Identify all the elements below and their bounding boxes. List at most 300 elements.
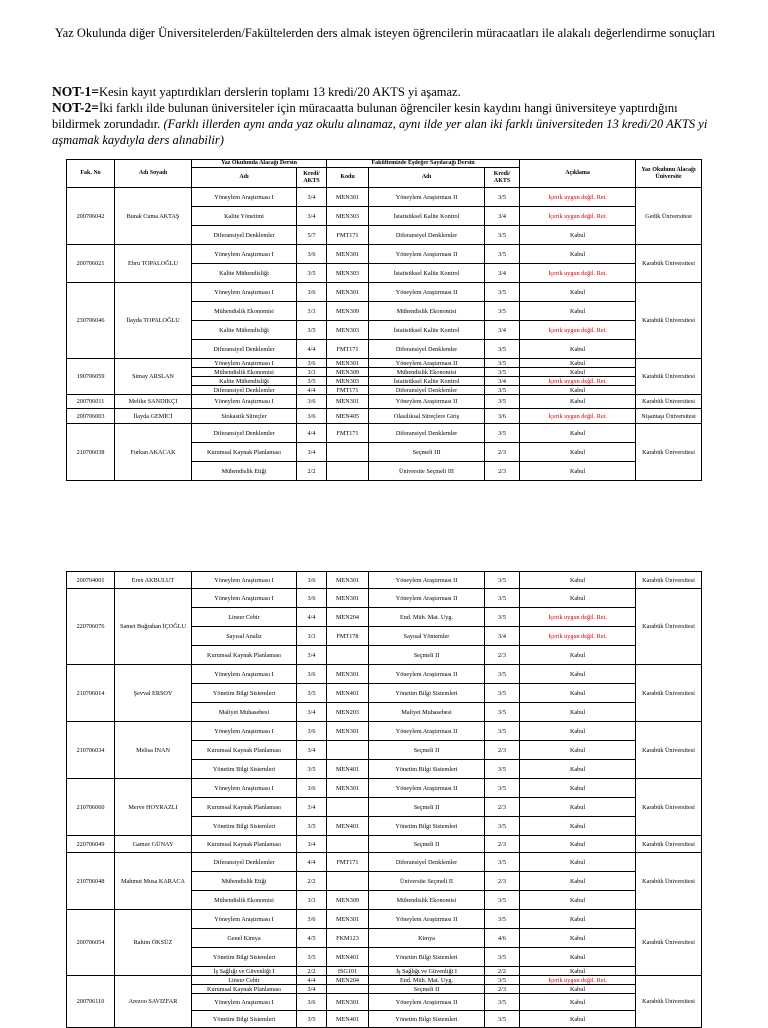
header-kodu: Kodu — [327, 168, 369, 188]
note-2 — [52, 100, 720, 148]
course-name: Genel Kimya — [192, 929, 297, 948]
equivalent-code: FMT171 — [327, 226, 369, 245]
student-name: Ebru TOPALOĞLU — [115, 245, 192, 283]
decision: Kabul — [520, 443, 636, 462]
header-adi-soyadi: Adı Soyadı — [115, 160, 192, 188]
decision: İçerik uygun değil. Ret. — [520, 976, 636, 985]
course-credit: 3/6 — [297, 994, 327, 1011]
course-name: Yöneylem Araştırması I — [192, 572, 297, 589]
decision: Kabul — [520, 395, 636, 409]
course-credit: 4/4 — [297, 424, 327, 443]
header-esdeger-kredi: Kredi/ AKTS — [485, 168, 520, 188]
course-credit: 3/4 — [297, 646, 327, 665]
course-name: Yöneylem Araştırması I — [192, 779, 297, 798]
equivalent-code: MEN401 — [327, 684, 369, 703]
equivalent-code — [327, 985, 369, 994]
equivalent-credit: 3/4 — [485, 264, 520, 283]
course-name: Lineer Cebir — [192, 608, 297, 627]
decision: Kabul — [520, 891, 636, 910]
equivalent-name: Seçmeli II — [369, 646, 485, 665]
equivalent-name: İstatistiksel Kalite Kontrol — [369, 377, 485, 386]
equivalent-name: Diferansiyel Denklemler — [369, 226, 485, 245]
equivalent-code: MEN301 — [327, 910, 369, 929]
header-esdeger-adi: Adı — [369, 168, 485, 188]
course-credit: 3/6 — [297, 245, 327, 264]
equivalent-code: MEN303 — [327, 377, 369, 386]
equivalent-code — [327, 741, 369, 760]
course-name: Diferansiyel Denklemler — [192, 386, 297, 395]
student-name: Simay ARSLAN — [115, 359, 192, 395]
equivalent-code — [327, 646, 369, 665]
course-name: Yöneylem Araştırması I — [192, 359, 297, 368]
student-number: 210706060 — [67, 779, 115, 836]
course-credit: 3/5 — [297, 264, 327, 283]
summer-school-university: Karabük Üniversitesi — [636, 722, 702, 779]
course-name: Kurumsal Kaynak Planlaması — [192, 443, 297, 462]
course-credit: 3/5 — [297, 321, 327, 340]
summer-school-university: Karabük Üniversitesi — [636, 589, 702, 665]
student-number: 200706011 — [67, 395, 115, 409]
student-name: Rahim ÖKSÜZ — [115, 910, 192, 976]
decision: Kabul — [520, 572, 636, 589]
course-credit: 3/5 — [297, 1011, 327, 1028]
table-row — [67, 853, 702, 872]
decision: Kabul — [520, 589, 636, 608]
equivalent-credit: 3/5 — [485, 386, 520, 395]
decision: Kabul — [520, 340, 636, 359]
decision: İçerik uygun değil. Ret. — [520, 207, 636, 226]
equivalent-name: Olasılıksal Süreçlere Giriş — [369, 409, 485, 424]
equivalent-name: İstatistiksel Kalite Kontrol — [369, 207, 485, 226]
table-body-1 — [67, 188, 702, 481]
student-name: Samet Buğrahan İÇOĞLU — [115, 589, 192, 665]
note-1-label: NOT-1= — [52, 84, 99, 99]
equivalent-code: MEN309 — [327, 891, 369, 910]
course-name: Diferansiyel Denklemler — [192, 853, 297, 872]
equivalent-credit: 3/4 — [485, 321, 520, 340]
course-credit: 3/6 — [297, 572, 327, 589]
equivalent-credit: 3/5 — [485, 572, 520, 589]
equivalent-name: İstatistiksel Kalite Kontrol — [369, 264, 485, 283]
equivalent-name: Yöneylem Araştırması II — [369, 910, 485, 929]
course-credit: 3/4 — [297, 836, 327, 853]
note-1-text: Kesin kayıt yaptırdıkları derslerin toplamı 13 kredi/20 AKTS yi aşamaz. — [98, 85, 461, 99]
course-name: Diferansiyel Denklemler — [192, 340, 297, 359]
equivalent-code: FMT171 — [327, 853, 369, 872]
equivalent-credit: 3/5 — [485, 760, 520, 779]
course-name: Yönetim Bilgi Sistemleri — [192, 760, 297, 779]
header-fakulte-group: Fakültemizde Eşdeğer Sayılacağı Dersin — [327, 160, 520, 168]
course-name: Maliyet Muhasebesi — [192, 703, 297, 722]
equivalent-name: Yönetim Bilgi Sistemleri — [369, 760, 485, 779]
equivalent-code: MEN303 — [327, 321, 369, 340]
equivalent-credit: 3/5 — [485, 245, 520, 264]
equivalent-name: İş Sağlığı ve Güvenliği I — [369, 967, 485, 976]
student-number: 200706042 — [67, 188, 115, 245]
decision: İçerik uygun değil. Ret. — [520, 321, 636, 340]
student-name: Eren AKBULUT — [115, 572, 192, 589]
equivalent-name: Yönetim Bilgi Sistemleri — [369, 948, 485, 967]
equivalent-credit: 3/5 — [485, 948, 520, 967]
decision: Kabul — [520, 798, 636, 817]
equivalent-name: Üniversite Seçmeli II — [369, 872, 485, 891]
summer-school-university: Karabük Üniversitesi — [636, 395, 702, 409]
equivalent-name: Mühendislik Ekonomisi — [369, 302, 485, 321]
table-body-2 — [67, 572, 702, 1028]
equivalent-name: Yöneylem Araştırması II — [369, 779, 485, 798]
equivalent-credit: 2/3 — [485, 798, 520, 817]
equivalent-credit: 3/5 — [485, 976, 520, 985]
decision: İçerik uygun değil. Ret. — [520, 608, 636, 627]
summer-school-university: Nişantaşı Üniversitesi — [636, 409, 702, 424]
course-credit: 2/2 — [297, 462, 327, 481]
summer-school-university: Karabük Üniversitesi — [636, 359, 702, 395]
equivalent-code: MEN203 — [327, 703, 369, 722]
summer-school-university: Karabük Üniversitesi — [636, 283, 702, 359]
equivalent-credit: 3/5 — [485, 359, 520, 368]
student-number: 200706054 — [67, 910, 115, 976]
course-credit: 3/5 — [297, 948, 327, 967]
equivalent-name: Yönetim Bilgi Sistemleri — [369, 817, 485, 836]
student-number: 230706046 — [67, 283, 115, 359]
summer-school-university: Karabük Üniversitesi — [636, 910, 702, 976]
decision: Kabul — [520, 853, 636, 872]
decision: Kabul — [520, 872, 636, 891]
equivalent-credit: 3/5 — [485, 283, 520, 302]
equivalent-name: Seçmeli II — [369, 985, 485, 994]
course-credit: 2/2 — [297, 872, 327, 891]
course-credit: 4/4 — [297, 340, 327, 359]
decision: Kabul — [520, 741, 636, 760]
course-name: Yöneylem Araştırması I — [192, 722, 297, 741]
decision: Kabul — [520, 283, 636, 302]
summer-school-university: Karabük Üniversitesi — [636, 836, 702, 853]
course-credit: 3/6 — [297, 665, 327, 684]
equivalent-code: FMT178 — [327, 627, 369, 646]
table-row — [67, 245, 702, 264]
course-name: Yönetim Bilgi Sistemleri — [192, 1011, 297, 1028]
equivalent-name: Yöneylem Araştırması II — [369, 245, 485, 264]
equivalent-name: Yöneylem Araştırması II — [369, 572, 485, 589]
page-title: Yaz Okulunda diğer Üniversitelerden/Fakültelerden ders almak isteyen öğrencilerin müracaatları ile alakalı değerlendirme sonuçları — [54, 26, 716, 40]
decision: Kabul — [520, 359, 636, 368]
equivalent-code: ISG101 — [327, 967, 369, 976]
course-name: Lineer Cebir — [192, 976, 297, 985]
decision: Kabul — [520, 302, 636, 321]
course-credit: 4/4 — [297, 386, 327, 395]
equivalent-credit: 3/4 — [485, 377, 520, 386]
equivalent-code — [327, 872, 369, 891]
table-row — [67, 722, 702, 741]
decision: Kabul — [520, 1011, 636, 1028]
course-credit: 3/4 — [297, 188, 327, 207]
equivalent-name: Seçmeli II — [369, 836, 485, 853]
equivalent-code: MEN401 — [327, 760, 369, 779]
course-name: Sayısal Analiz — [192, 627, 297, 646]
course-credit: 3/6 — [297, 722, 327, 741]
equivalent-code: MEN303 — [327, 207, 369, 226]
course-name: Mühendislik Etiği — [192, 462, 297, 481]
equivalent-name: Yöneylem Araştırması II — [369, 283, 485, 302]
course-name: Yöneylem Araştırması I — [192, 910, 297, 929]
course-name: Yönetim Bilgi Sistemleri — [192, 817, 297, 836]
equivalent-code: MEN301 — [327, 722, 369, 741]
student-name: İlayda GEMİCİ — [115, 409, 192, 424]
table-row — [67, 779, 702, 798]
equivalent-credit: 3/5 — [485, 910, 520, 929]
student-name: Melisa İNAN — [115, 722, 192, 779]
course-name: Yöneylem Araştırması I — [192, 188, 297, 207]
course-name: Yönetim Bilgi Sistemleri — [192, 684, 297, 703]
equivalent-credit: 3/5 — [485, 665, 520, 684]
course-name: Kurumsal Kaynak Planlaması — [192, 741, 297, 760]
course-credit: 3/3 — [297, 891, 327, 910]
equivalent-credit: 3/5 — [485, 188, 520, 207]
equivalent-credit: 2/3 — [485, 741, 520, 760]
course-credit: 3/4 — [297, 443, 327, 462]
equivalent-credit: 3/5 — [485, 368, 520, 377]
equivalent-name: Üniversite Seçmeli III — [369, 462, 485, 481]
decision: Kabul — [520, 646, 636, 665]
table-row — [67, 665, 702, 684]
course-credit: 3/6 — [297, 589, 327, 608]
equivalent-credit: 3/5 — [485, 853, 520, 872]
decision: Kabul — [520, 226, 636, 245]
equivalent-credit: 2/3 — [485, 462, 520, 481]
course-name: Yöneylem Araştırması I — [192, 665, 297, 684]
course-credit: 3/6 — [297, 395, 327, 409]
header-ders-adi: Adı — [192, 168, 297, 188]
course-credit: 3/5 — [297, 377, 327, 386]
equivalent-credit: 3/5 — [485, 589, 520, 608]
equivalent-credit: 2/2 — [485, 967, 520, 976]
decision: Kabul — [520, 985, 636, 994]
equivalent-name: Yönetim Bilgi Sistemleri — [369, 684, 485, 703]
course-name: Kurumsal Kaynak Planlaması — [192, 985, 297, 994]
equivalent-code — [327, 836, 369, 853]
table-row — [67, 395, 702, 409]
course-name: Kalite Mühendisliği — [192, 321, 297, 340]
course-credit: 4/4 — [297, 976, 327, 985]
equivalent-name: Yöneylem Araştırması II — [369, 359, 485, 368]
equivalent-name: Yöneylem Araştırması II — [369, 589, 485, 608]
course-name: Mühendislik Ekonomisi — [192, 302, 297, 321]
equivalent-credit: 3/4 — [485, 627, 520, 646]
course-name: Yöneylem Araştırması I — [192, 245, 297, 264]
course-credit: 4/4 — [297, 608, 327, 627]
equivalent-name: Yöneylem Araştırması II — [369, 665, 485, 684]
course-credit: 4/5 — [297, 929, 327, 948]
equivalent-code: MEN309 — [327, 368, 369, 377]
equivalent-code: MEN301 — [327, 779, 369, 798]
student-number: 190706059 — [67, 359, 115, 395]
equivalent-credit: 3/5 — [485, 424, 520, 443]
notes-section — [52, 84, 720, 148]
course-name: Stokastik Süreçler — [192, 409, 297, 424]
student-number: 200706021 — [67, 245, 115, 283]
summer-school-university: Karabük Üniversitesi — [636, 424, 702, 481]
decision: İçerik uygun değil. Ret. — [520, 264, 636, 283]
equivalent-credit: 3/5 — [485, 302, 520, 321]
decision: Kabul — [520, 368, 636, 377]
course-credit: 3/6 — [297, 779, 327, 798]
equivalent-code: MEN301 — [327, 395, 369, 409]
equivalent-credit: 2/3 — [485, 836, 520, 853]
course-name: Kurumsal Kaynak Planlaması — [192, 836, 297, 853]
equivalent-code: MEN301 — [327, 245, 369, 264]
course-name: Kurumsal Kaynak Planlaması — [192, 798, 297, 817]
course-name: Yönetim Bilgi Sistemleri — [192, 948, 297, 967]
header-aciklama: Açıklama — [520, 160, 636, 188]
student-name: İlayda TOPALOĞLU — [115, 283, 192, 359]
decision: Kabul — [520, 967, 636, 976]
course-credit: 3/5 — [297, 817, 327, 836]
decision: Kabul — [520, 760, 636, 779]
course-credit: 4/4 — [297, 853, 327, 872]
decision: Kabul — [520, 462, 636, 481]
equivalent-name: Diferansiyel Denklemler — [369, 340, 485, 359]
decision: İçerik uygun değil. Ret. — [520, 627, 636, 646]
course-credit: 3/3 — [297, 302, 327, 321]
course-name: İş Sağlığı ve Güvenliği I — [192, 967, 297, 976]
course-name: Yöneylem Araştırması I — [192, 395, 297, 409]
course-credit: 5/7 — [297, 226, 327, 245]
equivalent-credit: 2/3 — [485, 646, 520, 665]
course-credit: 3/4 — [297, 741, 327, 760]
course-credit: 3/5 — [297, 760, 327, 779]
equivalent-name: Yöneylem Araştırması II — [369, 994, 485, 1011]
summer-school-university: Karabük Üniversitesi — [636, 245, 702, 283]
table-row — [67, 409, 702, 424]
student-number: 210706034 — [67, 722, 115, 779]
course-name: Mühendislik Etiği — [192, 872, 297, 891]
equivalent-name: Yöneylem Araştırması II — [369, 722, 485, 741]
student-name: Merve HOYRAZLI — [115, 779, 192, 836]
student-name: Arezoo SAVIZFAR — [115, 976, 192, 1028]
note-1 — [52, 84, 720, 100]
student-name: Mahmut Musa KARACA — [115, 853, 192, 910]
table-row — [67, 589, 702, 608]
table-header — [67, 160, 702, 188]
note-2-italic: (Farklı illerden aynı anda yaz okulu alınamaz, aynı ilde yer alan iki farklı üniversiteden 13 kredi/20 AKTS yi aşmamak kaydıyla ders alınabilir) — [52, 117, 708, 147]
equivalent-name: Diferansiyel Denklemler — [369, 386, 485, 395]
equivalent-name: Kimya — [369, 929, 485, 948]
evaluation-table-2 — [66, 571, 702, 1028]
student-number: 200706003 — [67, 409, 115, 424]
decision: Kabul — [520, 722, 636, 741]
summer-school-university: Karabük Üniversitesi — [636, 665, 702, 722]
decision: İçerik uygun değil. Ret. — [520, 409, 636, 424]
course-name: Diferansiyel Denklemler — [192, 424, 297, 443]
course-credit: 3/4 — [297, 798, 327, 817]
equivalent-credit: 3/5 — [485, 703, 520, 722]
table-row — [67, 424, 702, 443]
equivalent-name: Diferansiyel Denklemler — [369, 424, 485, 443]
student-name: Şevval ERSOY — [115, 665, 192, 722]
header-yaz-okulu-group: Yaz Okulunda Alacağı Dersin — [192, 160, 327, 168]
equivalent-name: Seçmeli II — [369, 741, 485, 760]
equivalent-credit: 3/5 — [485, 1011, 520, 1028]
equivalent-name: İstatistiksel Kalite Kontrol — [369, 321, 485, 340]
equivalent-code: FKM123 — [327, 929, 369, 948]
equivalent-name: End. Müh. Mat. Uyg. — [369, 976, 485, 985]
course-credit: 3/4 — [297, 703, 327, 722]
course-name: Mühendislik Ekonomisi — [192, 368, 297, 377]
decision: Kabul — [520, 386, 636, 395]
decision: Kabul — [520, 836, 636, 853]
decision: Kabul — [520, 665, 636, 684]
equivalent-name: Mühendislik Ekonomisi — [369, 891, 485, 910]
equivalent-code: MEN301 — [327, 359, 369, 368]
course-name: Kalite Mühendisliği — [192, 264, 297, 283]
decision: Kabul — [520, 948, 636, 967]
equivalent-code: MEN401 — [327, 948, 369, 967]
course-name: Diferansiyel Denklemler — [192, 226, 297, 245]
header-kredi: Kredi/ AKTS — [297, 168, 327, 188]
summer-school-university: Karabük Üniversitesi — [636, 976, 702, 1028]
equivalent-name: End. Müh. Mat. Uyg. — [369, 608, 485, 627]
student-name: Furkan AKACAK — [115, 424, 192, 481]
equivalent-code: MEN303 — [327, 264, 369, 283]
equivalent-name: Yöneylem Araştırması II — [369, 188, 485, 207]
student-number: 220706049 — [67, 836, 115, 853]
summer-school-university: Karabük Üniversitesi — [636, 853, 702, 910]
student-name: Gamze GÜNAY — [115, 836, 192, 853]
course-credit: 3/4 — [297, 207, 327, 226]
student-number: 200704001 — [67, 572, 115, 589]
equivalent-credit: 3/5 — [485, 608, 520, 627]
course-credit: 3/3 — [297, 627, 327, 646]
note-2-text: İki farklı ilde bulunan üniversiteler için müracaatta bulunan öğrenciler kesin kaydını hangi üniversiteye yaptırdığını bildirmek zorundadır. — [52, 101, 678, 131]
table-row — [67, 359, 702, 368]
equivalent-code: MEN204 — [327, 976, 369, 985]
student-number: 210706014 — [67, 665, 115, 722]
equivalent-name: Sayısal Yöntemler — [369, 627, 485, 646]
equivalent-code: MEN401 — [327, 817, 369, 836]
course-name: Yöneylem Araştırması I — [192, 283, 297, 302]
equivalent-credit: 3/5 — [485, 340, 520, 359]
equivalent-code: MEN401 — [327, 1011, 369, 1028]
course-name: Mühendislik Ekonomisi — [192, 891, 297, 910]
equivalent-credit: 3/5 — [485, 817, 520, 836]
equivalent-name: Seçmeli III — [369, 443, 485, 462]
equivalent-code — [327, 443, 369, 462]
equivalent-code: MEN301 — [327, 188, 369, 207]
decision: Kabul — [520, 779, 636, 798]
equivalent-code: FMT171 — [327, 340, 369, 359]
course-credit: 3/3 — [297, 368, 327, 377]
course-credit: 3/6 — [297, 409, 327, 424]
equivalent-credit: 3/4 — [485, 207, 520, 226]
course-name: Yöneylem Araştırması I — [192, 994, 297, 1011]
equivalent-code: MEN301 — [327, 283, 369, 302]
header-fak-no: Fak. No — [67, 160, 115, 188]
course-credit: 3/5 — [297, 684, 327, 703]
equivalent-code: MEN301 — [327, 589, 369, 608]
summer-school-university: Karabük Üniversitesi — [636, 779, 702, 836]
decision: Kabul — [520, 929, 636, 948]
equivalent-credit: 3/5 — [485, 779, 520, 798]
decision: İçerik uygun değil. Ret. — [520, 377, 636, 386]
table-row — [67, 283, 702, 302]
equivalent-name: Seçmeli II — [369, 798, 485, 817]
summer-school-university: Gedik Üniversitesi — [636, 188, 702, 245]
equivalent-credit: 3/5 — [485, 722, 520, 741]
equivalent-code — [327, 798, 369, 817]
equivalent-credit: 3/5 — [485, 395, 520, 409]
equivalent-credit: 3/5 — [485, 994, 520, 1011]
equivalent-credit: 3/5 — [485, 891, 520, 910]
